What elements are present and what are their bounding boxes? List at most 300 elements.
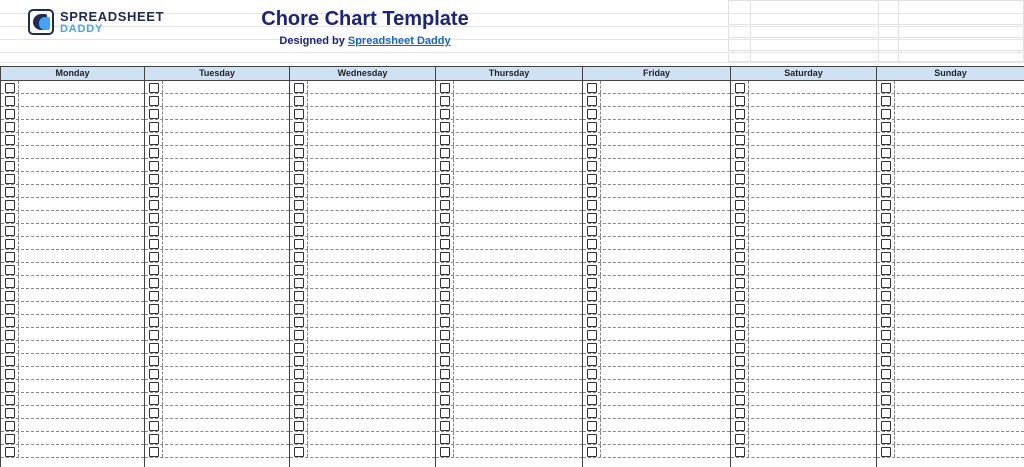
chore-row[interactable]	[290, 432, 435, 445]
chore-checkbox[interactable]	[587, 187, 597, 197]
chore-row[interactable]	[145, 263, 289, 276]
chore-checkbox[interactable]	[5, 395, 15, 405]
chore-checkbox[interactable]	[440, 278, 450, 288]
chore-row[interactable]	[145, 406, 289, 419]
chore-checkbox[interactable]	[440, 122, 450, 132]
chore-row[interactable]	[290, 185, 435, 198]
chore-checkbox[interactable]	[149, 265, 159, 275]
chore-checkbox[interactable]	[587, 330, 597, 340]
chore-row[interactable]	[290, 133, 435, 146]
chore-checkbox[interactable]	[587, 304, 597, 314]
chore-row[interactable]	[145, 198, 289, 211]
chore-checkbox[interactable]	[294, 408, 304, 418]
chore-row[interactable]	[1, 406, 144, 419]
chore-checkbox[interactable]	[440, 421, 450, 431]
chore-checkbox[interactable]	[587, 408, 597, 418]
chore-row[interactable]	[290, 172, 435, 185]
chore-row[interactable]	[877, 328, 1024, 341]
chore-checkbox[interactable]	[881, 265, 891, 275]
chore-checkbox[interactable]	[149, 96, 159, 106]
chore-row[interactable]	[436, 81, 582, 94]
chore-row[interactable]	[877, 120, 1024, 133]
chore-row[interactable]	[436, 367, 582, 380]
chore-row[interactable]	[145, 159, 289, 172]
chore-row[interactable]	[145, 380, 289, 393]
chore-checkbox[interactable]	[881, 434, 891, 444]
chore-row[interactable]	[583, 224, 730, 237]
chore-row[interactable]	[877, 146, 1024, 159]
chore-row[interactable]	[583, 107, 730, 120]
chore-row[interactable]	[145, 367, 289, 380]
chore-row[interactable]	[290, 107, 435, 120]
chore-checkbox[interactable]	[440, 135, 450, 145]
chore-checkbox[interactable]	[440, 226, 450, 236]
chore-row[interactable]	[1, 250, 144, 263]
chore-checkbox[interactable]	[5, 148, 15, 158]
chore-checkbox[interactable]	[440, 434, 450, 444]
chore-row[interactable]	[731, 419, 876, 432]
chore-checkbox[interactable]	[881, 161, 891, 171]
chore-checkbox[interactable]	[294, 252, 304, 262]
chore-row[interactable]	[436, 133, 582, 146]
chore-checkbox[interactable]	[440, 369, 450, 379]
chore-row[interactable]	[290, 419, 435, 432]
chore-checkbox[interactable]	[440, 447, 450, 457]
chore-row[interactable]	[145, 354, 289, 367]
chore-row[interactable]	[877, 81, 1024, 94]
chore-row[interactable]	[290, 276, 435, 289]
chore-checkbox[interactable]	[440, 291, 450, 301]
chore-checkbox[interactable]	[149, 434, 159, 444]
chore-checkbox[interactable]	[735, 239, 745, 249]
chore-checkbox[interactable]	[5, 447, 15, 457]
chore-checkbox[interactable]	[735, 395, 745, 405]
chore-checkbox[interactable]	[5, 122, 15, 132]
chore-row[interactable]	[1, 315, 144, 328]
chore-row[interactable]	[731, 198, 876, 211]
chore-row[interactable]	[583, 146, 730, 159]
chore-row[interactable]	[877, 445, 1024, 458]
chore-checkbox[interactable]	[294, 148, 304, 158]
chore-row[interactable]	[1, 419, 144, 432]
chore-row[interactable]	[731, 146, 876, 159]
chore-row[interactable]	[583, 380, 730, 393]
chore-checkbox[interactable]	[440, 187, 450, 197]
chore-checkbox[interactable]	[149, 278, 159, 288]
chore-row[interactable]	[290, 81, 435, 94]
chore-checkbox[interactable]	[5, 187, 15, 197]
chore-row[interactable]	[583, 211, 730, 224]
chore-checkbox[interactable]	[149, 291, 159, 301]
chore-checkbox[interactable]	[294, 356, 304, 366]
chore-row[interactable]	[1, 263, 144, 276]
chore-row[interactable]	[436, 276, 582, 289]
chore-row[interactable]	[145, 419, 289, 432]
chore-row[interactable]	[731, 263, 876, 276]
chore-row[interactable]	[145, 224, 289, 237]
chore-checkbox[interactable]	[735, 408, 745, 418]
chore-checkbox[interactable]	[5, 213, 15, 223]
chore-row[interactable]	[436, 237, 582, 250]
chore-checkbox[interactable]	[735, 447, 745, 457]
chore-checkbox[interactable]	[294, 421, 304, 431]
chore-row[interactable]	[877, 159, 1024, 172]
chore-row[interactable]	[290, 354, 435, 367]
chore-row[interactable]	[1, 185, 144, 198]
chore-row[interactable]	[1, 237, 144, 250]
chore-checkbox[interactable]	[5, 291, 15, 301]
chore-checkbox[interactable]	[294, 395, 304, 405]
chore-row[interactable]	[436, 263, 582, 276]
chore-checkbox[interactable]	[440, 239, 450, 249]
chore-checkbox[interactable]	[5, 434, 15, 444]
chore-row[interactable]	[877, 393, 1024, 406]
chore-row[interactable]	[731, 354, 876, 367]
chore-row[interactable]	[436, 146, 582, 159]
chore-checkbox[interactable]	[881, 356, 891, 366]
chore-row[interactable]	[731, 302, 876, 315]
chore-checkbox[interactable]	[735, 174, 745, 184]
chore-row[interactable]	[583, 120, 730, 133]
chore-row[interactable]	[145, 276, 289, 289]
chore-checkbox[interactable]	[881, 200, 891, 210]
chore-row[interactable]	[877, 107, 1024, 120]
chore-checkbox[interactable]	[5, 421, 15, 431]
chore-row[interactable]	[731, 289, 876, 302]
chore-row[interactable]	[145, 393, 289, 406]
chore-checkbox[interactable]	[881, 317, 891, 327]
chore-row[interactable]	[145, 146, 289, 159]
chore-row[interactable]	[731, 120, 876, 133]
chore-row[interactable]	[436, 172, 582, 185]
chore-checkbox[interactable]	[881, 122, 891, 132]
chore-row[interactable]	[436, 315, 582, 328]
chore-row[interactable]	[731, 393, 876, 406]
chore-checkbox[interactable]	[881, 135, 891, 145]
chore-row[interactable]	[583, 94, 730, 107]
chore-row[interactable]	[1, 341, 144, 354]
chore-row[interactable]	[290, 211, 435, 224]
chore-row[interactable]	[1, 367, 144, 380]
chore-checkbox[interactable]	[735, 96, 745, 106]
chore-checkbox[interactable]	[735, 382, 745, 392]
chore-checkbox[interactable]	[149, 200, 159, 210]
chore-checkbox[interactable]	[294, 213, 304, 223]
chore-checkbox[interactable]	[294, 447, 304, 457]
chore-checkbox[interactable]	[5, 239, 15, 249]
chore-checkbox[interactable]	[5, 252, 15, 262]
chore-row[interactable]	[731, 406, 876, 419]
chore-row[interactable]	[290, 328, 435, 341]
chore-row[interactable]	[877, 172, 1024, 185]
chore-row[interactable]	[290, 315, 435, 328]
chore-checkbox[interactable]	[881, 291, 891, 301]
chore-checkbox[interactable]	[587, 278, 597, 288]
chore-row[interactable]	[583, 276, 730, 289]
chore-row[interactable]	[583, 393, 730, 406]
chore-checkbox[interactable]	[881, 109, 891, 119]
chore-checkbox[interactable]	[587, 369, 597, 379]
chore-row[interactable]	[145, 133, 289, 146]
chore-checkbox[interactable]	[5, 83, 15, 93]
chore-row[interactable]	[290, 341, 435, 354]
chore-row[interactable]	[583, 133, 730, 146]
chore-checkbox[interactable]	[881, 96, 891, 106]
chore-row[interactable]	[877, 133, 1024, 146]
chore-row[interactable]	[290, 302, 435, 315]
chore-checkbox[interactable]	[587, 252, 597, 262]
chore-row[interactable]	[731, 276, 876, 289]
chore-checkbox[interactable]	[440, 161, 450, 171]
chore-checkbox[interactable]	[587, 148, 597, 158]
chore-row[interactable]	[731, 81, 876, 94]
chore-row[interactable]	[731, 250, 876, 263]
chore-checkbox[interactable]	[735, 421, 745, 431]
chore-checkbox[interactable]	[587, 356, 597, 366]
chore-checkbox[interactable]	[149, 421, 159, 431]
chore-checkbox[interactable]	[587, 317, 597, 327]
chore-row[interactable]	[583, 81, 730, 94]
chore-row[interactable]	[877, 302, 1024, 315]
chore-row[interactable]	[436, 289, 582, 302]
chore-checkbox[interactable]	[587, 343, 597, 353]
chore-row[interactable]	[877, 406, 1024, 419]
chore-checkbox[interactable]	[149, 343, 159, 353]
chore-checkbox[interactable]	[440, 265, 450, 275]
chore-checkbox[interactable]	[294, 278, 304, 288]
chore-row[interactable]	[436, 354, 582, 367]
chore-row[interactable]	[436, 185, 582, 198]
chore-row[interactable]	[583, 185, 730, 198]
chore-row[interactable]	[731, 159, 876, 172]
chore-row[interactable]	[290, 159, 435, 172]
chore-checkbox[interactable]	[440, 330, 450, 340]
chore-row[interactable]	[436, 393, 582, 406]
chore-checkbox[interactable]	[294, 291, 304, 301]
chore-row[interactable]	[877, 224, 1024, 237]
chore-checkbox[interactable]	[587, 161, 597, 171]
chore-checkbox[interactable]	[149, 213, 159, 223]
chore-row[interactable]	[877, 289, 1024, 302]
chore-checkbox[interactable]	[587, 135, 597, 145]
chore-checkbox[interactable]	[587, 291, 597, 301]
chore-checkbox[interactable]	[149, 161, 159, 171]
chore-row[interactable]	[583, 445, 730, 458]
chore-row[interactable]	[290, 380, 435, 393]
chore-row[interactable]	[436, 445, 582, 458]
chore-row[interactable]	[1, 302, 144, 315]
chore-checkbox[interactable]	[735, 148, 745, 158]
chore-row[interactable]	[145, 328, 289, 341]
chore-checkbox[interactable]	[735, 343, 745, 353]
chore-checkbox[interactable]	[294, 200, 304, 210]
chore-row[interactable]	[145, 185, 289, 198]
chore-checkbox[interactable]	[294, 330, 304, 340]
chore-row[interactable]	[877, 341, 1024, 354]
chore-row[interactable]	[583, 367, 730, 380]
chore-checkbox[interactable]	[881, 304, 891, 314]
chore-row[interactable]	[731, 380, 876, 393]
chore-checkbox[interactable]	[294, 317, 304, 327]
chore-checkbox[interactable]	[735, 278, 745, 288]
chore-checkbox[interactable]	[440, 83, 450, 93]
chore-checkbox[interactable]	[294, 265, 304, 275]
chore-checkbox[interactable]	[5, 330, 15, 340]
chore-checkbox[interactable]	[735, 265, 745, 275]
chore-checkbox[interactable]	[5, 317, 15, 327]
chore-checkbox[interactable]	[587, 174, 597, 184]
chore-row[interactable]	[583, 172, 730, 185]
chore-row[interactable]	[145, 211, 289, 224]
chore-row[interactable]	[436, 159, 582, 172]
chore-row[interactable]	[436, 107, 582, 120]
chore-row[interactable]	[290, 445, 435, 458]
chore-checkbox[interactable]	[440, 317, 450, 327]
chore-row[interactable]	[583, 328, 730, 341]
chore-row[interactable]	[290, 94, 435, 107]
chore-row[interactable]	[436, 94, 582, 107]
chore-row[interactable]	[436, 380, 582, 393]
chore-checkbox[interactable]	[149, 382, 159, 392]
chore-checkbox[interactable]	[149, 174, 159, 184]
chore-checkbox[interactable]	[881, 239, 891, 249]
chore-checkbox[interactable]	[735, 109, 745, 119]
chore-checkbox[interactable]	[735, 252, 745, 262]
chore-checkbox[interactable]	[881, 408, 891, 418]
chore-row[interactable]	[583, 237, 730, 250]
chore-row[interactable]	[145, 120, 289, 133]
chore-checkbox[interactable]	[149, 356, 159, 366]
chore-row[interactable]	[731, 107, 876, 120]
chore-row[interactable]	[1, 393, 144, 406]
chore-checkbox[interactable]	[587, 421, 597, 431]
chore-checkbox[interactable]	[294, 304, 304, 314]
chore-checkbox[interactable]	[587, 200, 597, 210]
chore-checkbox[interactable]	[587, 447, 597, 457]
chore-row[interactable]	[583, 406, 730, 419]
chore-checkbox[interactable]	[881, 395, 891, 405]
chore-checkbox[interactable]	[5, 174, 15, 184]
chore-checkbox[interactable]	[440, 356, 450, 366]
chore-row[interactable]	[1, 354, 144, 367]
chore-checkbox[interactable]	[881, 174, 891, 184]
chore-checkbox[interactable]	[149, 304, 159, 314]
chore-row[interactable]	[290, 367, 435, 380]
chore-row[interactable]	[1, 120, 144, 133]
chore-row[interactable]	[436, 120, 582, 133]
chore-row[interactable]	[583, 198, 730, 211]
chore-row[interactable]	[877, 276, 1024, 289]
chore-checkbox[interactable]	[5, 369, 15, 379]
chore-checkbox[interactable]	[149, 148, 159, 158]
chore-row[interactable]	[145, 302, 289, 315]
chore-checkbox[interactable]	[149, 226, 159, 236]
chore-checkbox[interactable]	[149, 252, 159, 262]
chore-checkbox[interactable]	[294, 122, 304, 132]
chore-checkbox[interactable]	[294, 343, 304, 353]
chore-checkbox[interactable]	[5, 200, 15, 210]
chore-row[interactable]	[877, 315, 1024, 328]
chore-checkbox[interactable]	[735, 161, 745, 171]
chore-checkbox[interactable]	[149, 187, 159, 197]
chore-checkbox[interactable]	[881, 83, 891, 93]
chore-checkbox[interactable]	[735, 317, 745, 327]
chore-row[interactable]	[436, 419, 582, 432]
chore-checkbox[interactable]	[294, 187, 304, 197]
chore-checkbox[interactable]	[587, 109, 597, 119]
chore-row[interactable]	[436, 328, 582, 341]
chore-checkbox[interactable]	[440, 343, 450, 353]
chore-checkbox[interactable]	[440, 109, 450, 119]
chore-row[interactable]	[731, 328, 876, 341]
chore-row[interactable]	[731, 445, 876, 458]
chore-row[interactable]	[290, 289, 435, 302]
chore-checkbox[interactable]	[587, 239, 597, 249]
chore-row[interactable]	[290, 237, 435, 250]
chore-checkbox[interactable]	[149, 395, 159, 405]
chore-checkbox[interactable]	[881, 343, 891, 353]
chore-row[interactable]	[1, 224, 144, 237]
chore-row[interactable]	[1, 211, 144, 224]
chore-checkbox[interactable]	[149, 447, 159, 457]
chore-checkbox[interactable]	[735, 187, 745, 197]
chore-checkbox[interactable]	[735, 291, 745, 301]
chore-row[interactable]	[583, 250, 730, 263]
chore-checkbox[interactable]	[440, 174, 450, 184]
chore-row[interactable]	[1, 432, 144, 445]
chore-row[interactable]	[290, 146, 435, 159]
chore-row[interactable]	[877, 432, 1024, 445]
chore-checkbox[interactable]	[587, 213, 597, 223]
chore-row[interactable]	[1, 198, 144, 211]
chore-row[interactable]	[731, 224, 876, 237]
chore-checkbox[interactable]	[735, 434, 745, 444]
chore-checkbox[interactable]	[735, 83, 745, 93]
chore-row[interactable]	[290, 224, 435, 237]
chore-row[interactable]	[583, 263, 730, 276]
chore-row[interactable]	[145, 237, 289, 250]
chore-checkbox[interactable]	[587, 434, 597, 444]
chore-checkbox[interactable]	[440, 382, 450, 392]
chore-checkbox[interactable]	[149, 317, 159, 327]
chore-checkbox[interactable]	[735, 330, 745, 340]
chore-checkbox[interactable]	[587, 395, 597, 405]
chore-row[interactable]	[290, 406, 435, 419]
chore-row[interactable]	[1, 172, 144, 185]
chore-row[interactable]	[877, 380, 1024, 393]
chore-checkbox[interactable]	[735, 200, 745, 210]
chore-checkbox[interactable]	[5, 408, 15, 418]
chore-row[interactable]	[583, 302, 730, 315]
chore-row[interactable]	[436, 341, 582, 354]
chore-checkbox[interactable]	[149, 109, 159, 119]
chore-row[interactable]	[145, 81, 289, 94]
chore-row[interactable]	[1, 94, 144, 107]
chore-row[interactable]	[1, 445, 144, 458]
chore-row[interactable]	[877, 419, 1024, 432]
chore-checkbox[interactable]	[735, 213, 745, 223]
chore-checkbox[interactable]	[294, 239, 304, 249]
chore-checkbox[interactable]	[294, 96, 304, 106]
chore-row[interactable]	[1, 380, 144, 393]
chore-checkbox[interactable]	[735, 369, 745, 379]
chore-checkbox[interactable]	[5, 96, 15, 106]
chore-checkbox[interactable]	[440, 304, 450, 314]
chore-row[interactable]	[583, 419, 730, 432]
chore-row[interactable]	[145, 341, 289, 354]
chore-checkbox[interactable]	[881, 447, 891, 457]
chore-checkbox[interactable]	[440, 252, 450, 262]
